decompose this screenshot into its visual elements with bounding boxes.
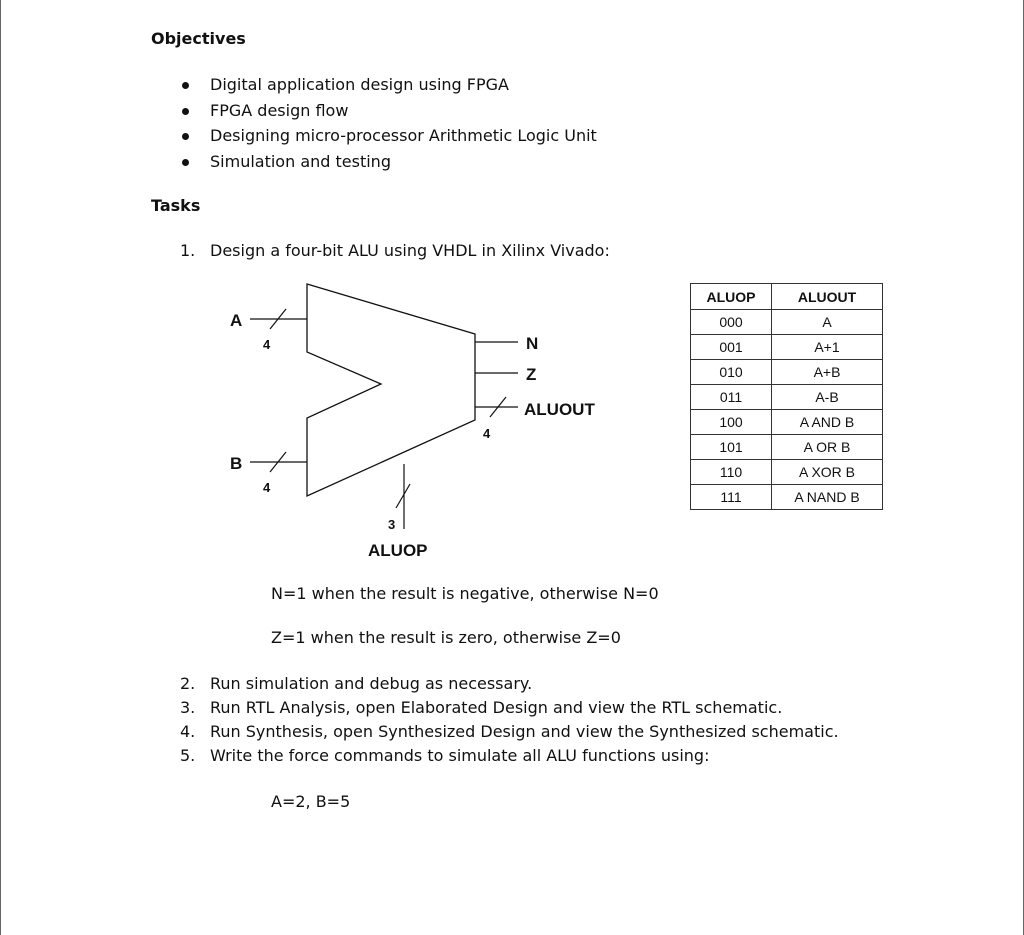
input-a-label: A — [230, 311, 243, 330]
tasks-heading: Tasks — [151, 196, 201, 215]
task-2: 2. Run simulation and debug as necessary. — [180, 674, 533, 693]
alu-body-shape — [307, 284, 475, 496]
alu-block-diagram — [210, 278, 630, 568]
aluop-label: ALUOP — [368, 541, 428, 560]
table-cell: A-B — [772, 385, 883, 410]
task-3: 3. Run RTL Analysis, open Elaborated Design and view the RTL schematic. — [180, 698, 783, 717]
task-5: 5. Write the force commands to simulate all ALU functions using: — [180, 746, 710, 765]
table-row — [691, 335, 883, 360]
input-a-width: 4 — [263, 337, 271, 352]
task-4: 4. Run Synthesis, open Synthesized Design and view the Synthesized schematic. — [180, 722, 839, 741]
table-header-cell: ALUOP — [691, 284, 772, 310]
table-header-cell: ALUOUT — [772, 284, 883, 310]
output-z-label: Z — [526, 365, 537, 384]
table-cell: 000 — [691, 310, 772, 335]
table-cell: A XOR B — [772, 460, 883, 485]
bullet-icon — [182, 108, 189, 115]
bullet-icon — [182, 133, 189, 140]
list-item: Simulation and testing — [180, 151, 597, 177]
table-cell: A AND B — [772, 410, 883, 435]
task-1: 1. Design a four-bit ALU using VHDL in Xilinx Vivado: — [180, 241, 610, 260]
table-cell: A NAND B — [772, 485, 883, 510]
alu-operation-table — [690, 283, 883, 510]
table-row — [691, 360, 883, 385]
output-aluout-label: ALUOUT — [524, 400, 595, 419]
bullet-icon — [182, 82, 189, 89]
table-row — [691, 410, 883, 435]
table-row — [691, 435, 883, 460]
table-cell: 111 — [691, 485, 772, 510]
bullet-icon — [182, 159, 189, 166]
page-border-left — [0, 0, 1, 935]
table-cell: 110 — [691, 460, 772, 485]
table-cell: 001 — [691, 335, 772, 360]
table-cell: A+1 — [772, 335, 883, 360]
list-item: Digital application design using FPGA — [180, 74, 597, 100]
table-row — [691, 460, 883, 485]
note-n-flag: N=1 when the result is negative, otherwise N=0 — [271, 584, 659, 603]
list-item: FPGA design flow — [180, 100, 597, 126]
output-width: 4 — [483, 426, 491, 441]
table-header-row — [691, 284, 883, 310]
table-row — [691, 310, 883, 335]
aluop-bus-slash — [396, 484, 410, 508]
objectives-heading: Objectives — [151, 29, 246, 48]
input-b-label: B — [230, 454, 243, 473]
input-values: A=2, B=5 — [271, 792, 351, 811]
objectives-list — [180, 74, 597, 176]
table-cell: 101 — [691, 435, 772, 460]
note-z-flag: Z=1 when the result is zero, otherwise Z=0 — [271, 628, 621, 647]
table-cell: 100 — [691, 410, 772, 435]
output-n-label: N — [526, 334, 539, 353]
table-row — [691, 485, 883, 510]
table-cell: A+B — [772, 360, 883, 385]
table-cell: A OR B — [772, 435, 883, 460]
list-item: Designing micro-processor Arithmetic Logic Unit — [180, 125, 597, 151]
table-cell: 010 — [691, 360, 772, 385]
table-cell: 011 — [691, 385, 772, 410]
table-cell: A — [772, 310, 883, 335]
input-b-width: 4 — [263, 480, 271, 495]
aluop-width: 3 — [388, 517, 396, 532]
table-row — [691, 385, 883, 410]
